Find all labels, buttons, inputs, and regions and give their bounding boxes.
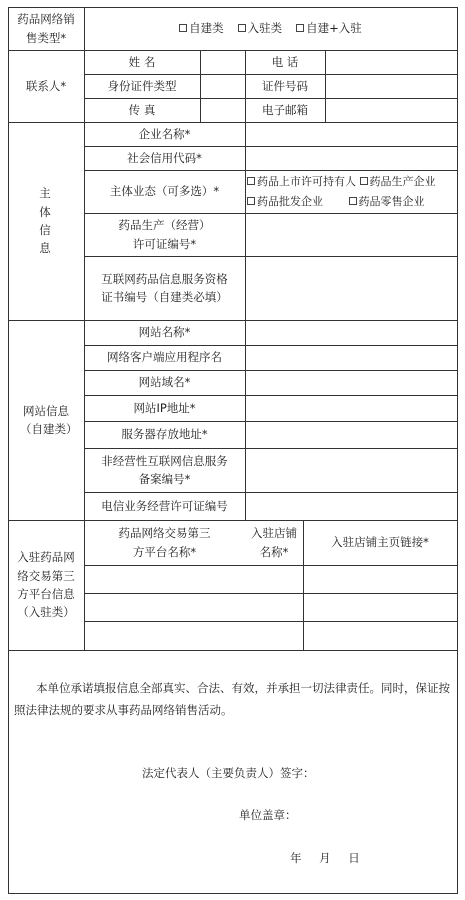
credit-code-label: 社会信用代码* (127, 150, 202, 165)
option-mah[interactable]: 药品上市许可持有人 (247, 175, 356, 188)
production-license-label: 药品生产（经营）许可证编号* (118, 218, 211, 251)
checkbox-icon (247, 177, 255, 185)
store-link-header: 入驻店铺主页链接* (331, 535, 429, 550)
checkbox-icon (179, 24, 187, 32)
email-field[interactable] (325, 98, 457, 122)
sales-type-options (84, 7, 457, 50)
site-name-field[interactable] (245, 320, 457, 345)
credit-code-field[interactable] (245, 146, 457, 170)
business-type-options (247, 170, 457, 213)
store-link-field[interactable] (303, 565, 457, 593)
icp-record-label: 非经营性互联网信息服务备案编号* (101, 453, 228, 486)
server-location-field[interactable] (245, 421, 457, 448)
contact-label: 联系人* (25, 78, 67, 93)
store-name-field[interactable] (245, 565, 303, 593)
third-party-label: 入驻药品网络交易第三方平台信息（入驻类） (17, 550, 75, 620)
store-name-header: 入驻店铺名称* (251, 526, 297, 559)
store-link-field[interactable] (303, 593, 457, 621)
domain-label: 网站域名* (138, 375, 191, 390)
platform-name-field[interactable] (84, 593, 245, 621)
store-link-field[interactable] (303, 621, 457, 650)
option-retailer[interactable]: 药品零售企业 (349, 195, 425, 208)
declaration-text: 本单位承诺填报信息全部真实、合法、有效，并承担一切法律责任。同时，保证按照法律法规的要求从事药品网络销售活动。 (14, 681, 450, 717)
contact-name-label: 姓 名 (128, 54, 156, 69)
production-license-field[interactable] (245, 213, 457, 256)
fax-field[interactable] (200, 98, 245, 122)
platform-name-header: 药品网络交易第三方平台名称* (118, 526, 211, 559)
app-name-field[interactable] (245, 345, 457, 370)
id-type-label: 身份证件类型 (107, 78, 177, 93)
option-self-built[interactable]: 自建类 (179, 19, 224, 37)
sales-type-label: 药品网络销售类型* (17, 12, 75, 45)
option-settled[interactable]: 入驻类 (238, 19, 283, 37)
checkbox-icon (238, 24, 246, 32)
representative-signature-label: 法定代表人（主要负责人）签字： (142, 766, 315, 780)
date-label: 年 月 日 (290, 851, 360, 865)
internet-cert-field[interactable] (245, 256, 457, 320)
ip-label: 网站IP地址* (133, 400, 196, 415)
icp-record-field[interactable] (245, 448, 457, 492)
contact-phone-label: 电 话 (271, 54, 299, 69)
id-number-field[interactable] (325, 74, 457, 98)
website-label: 网站信息（自建类） (20, 403, 78, 436)
company-name-label: 企业名称* (138, 126, 191, 141)
checkbox-icon (296, 24, 304, 32)
telecom-license-label: 电信业务经营许可证编号 (101, 498, 228, 513)
platform-name-field[interactable] (84, 621, 245, 650)
ip-field[interactable] (245, 395, 457, 421)
store-name-field[interactable] (245, 593, 303, 621)
contact-phone-field[interactable] (325, 50, 457, 74)
id-number-label: 证件号码 (262, 78, 308, 93)
checkbox-icon (360, 177, 368, 185)
id-type-field[interactable] (200, 74, 245, 98)
checkbox-icon (349, 197, 357, 205)
option-manufacturer[interactable]: 药品生产企业 (360, 175, 436, 188)
site-name-label: 网站名称* (138, 325, 191, 340)
option-wholesaler[interactable]: 药品批发企业 (247, 195, 323, 208)
internet-cert-label: 互联网药品信息服务资格证书编号（自建类必填） (101, 271, 228, 304)
unit-seal-label: 单位盖章： (239, 808, 297, 822)
telecom-license-field[interactable] (245, 492, 457, 520)
domain-field[interactable] (245, 370, 457, 395)
contact-name-field[interactable] (200, 50, 245, 74)
server-location-label: 服务器存放地址* (121, 427, 208, 442)
checkbox-icon (247, 197, 255, 205)
email-label: 电子邮箱 (262, 102, 308, 117)
option-both[interactable]: 自建+入驻 (296, 19, 362, 37)
platform-name-field[interactable] (84, 565, 245, 593)
store-name-field[interactable] (245, 621, 303, 650)
fax-label: 传 真 (128, 102, 156, 117)
company-name-field[interactable] (245, 122, 457, 146)
app-name-label: 网络客户端应用程序名 (107, 350, 222, 365)
business-type-label: 主体业态（可多选）* (109, 184, 220, 199)
entity-label: 主 体 信 息 (39, 186, 53, 256)
